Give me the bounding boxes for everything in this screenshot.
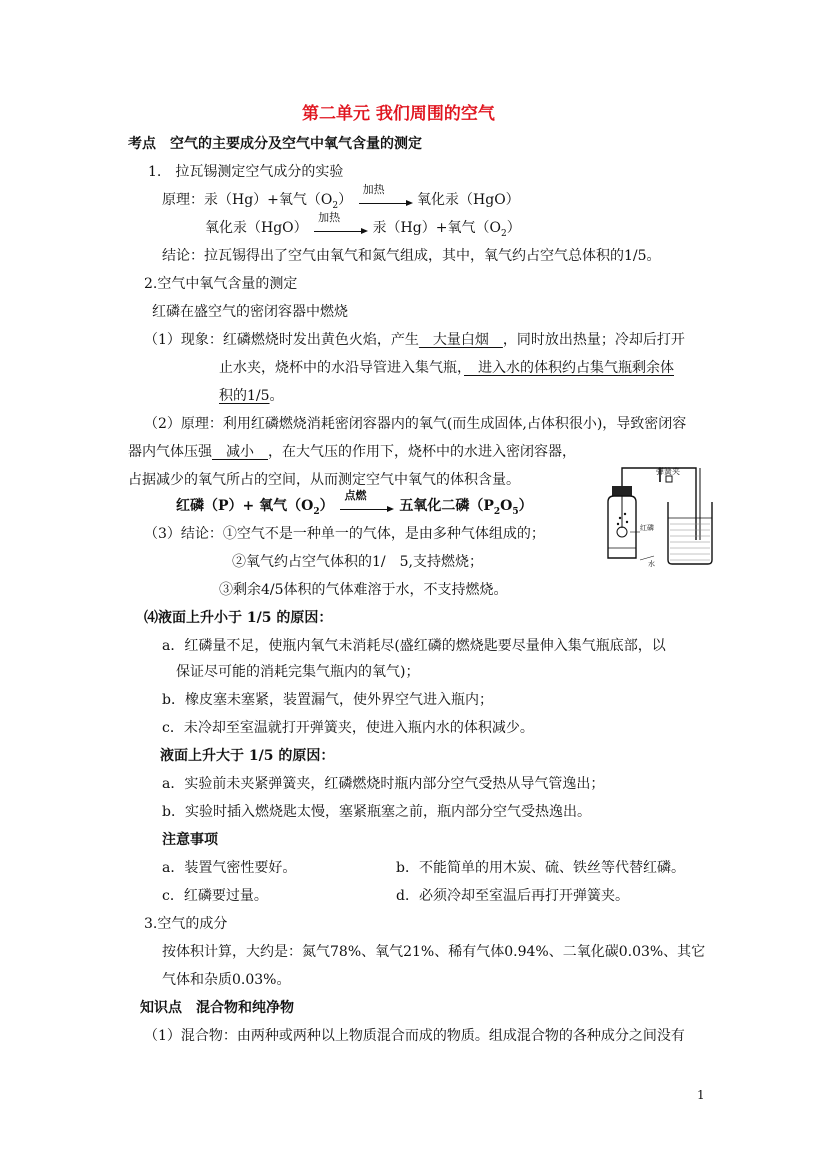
high-rise-reason-a: a．实验前未夹紧弹簧夹，红磷燃烧时瓶内部分空气受热从导气管逸出； xyxy=(162,776,605,792)
low-rise-reason-b: b．橡皮塞未塞紧，装置漏气，使外界空气进入瓶内； xyxy=(162,692,493,708)
lavoisier-equation-1: 原理：汞（Hg）+氧气$(O_2)$ 加热 氧化汞（HgO） xyxy=(162,183,520,211)
principle-line-1: （2）原理：利用红磷燃烧消耗密闭容器内的氧气(而生成固体,占体积很小)，导致密闭容 xyxy=(144,416,687,432)
composition-line-1: 按体积计算，大约是：氮气78%、氧气21%、稀有气体0.94%、二氧化碳0.03%、其它 xyxy=(162,944,706,960)
composition-heading: 3.空气的成分 xyxy=(144,916,228,932)
glass-tube-right xyxy=(660,468,696,540)
glass-tube-left xyxy=(622,468,660,488)
note-b: b．不能简单的用木炭、硫、铁丝等代替红磷。 xyxy=(396,860,685,876)
mixture-line-1: （1）混合物：由两种或两种以上物质混合而成的物质。组成混合物的各种成分之间没有 xyxy=(144,1028,685,1044)
conclusion-3: ③剩余4/5体积的气体难溶于水，不支持燃烧。 xyxy=(219,582,508,598)
principle-line-3: 占据减少的氧气所占的空间，从而测定空气中氧气的体积含量。 xyxy=(128,472,520,488)
phosphorus-reaction: 红磷（P）+ 氧气$(O_2)$ 点燃 五氧化二磷$(P_2O_5)$ xyxy=(176,489,533,517)
phenomenon-line-2: 止水夹，烧杯中的水沿导管进入集气瓶， 进入水的体积约占集气瓶剩余体 xyxy=(219,360,674,376)
conclusion-2: ②氧气约占空气体积的1/ 5,支持燃烧； xyxy=(232,554,483,570)
high-rise-reason-b: b．实验时插入燃烧匙太慢，塞紧瓶塞之前，瓶内部分空气受热逸出。 xyxy=(162,804,591,820)
lavoisier-heading: 1. 拉瓦锡测定空气成分的实验 xyxy=(148,164,344,180)
phosphorus-label: 红磷 xyxy=(640,524,654,532)
note-a: a．装置气密性要好。 xyxy=(162,860,297,876)
oxygen-test-setup: 红磷在盛空气的密闭容器中燃烧 xyxy=(152,304,348,320)
high-rise-heading: 液面上升大于 1/5 的原因： xyxy=(160,748,335,764)
page-number: 1 xyxy=(697,1088,705,1102)
low-rise-heading: ⑷液面上升小于 1/5 的原因： xyxy=(144,610,333,626)
lavoisier-equation-2: 氧化汞（HgO） 加热 汞（Hg）+氧气$(O_2)$ xyxy=(205,211,521,239)
page-title: 第二单元 我们周围的空气 xyxy=(302,104,495,124)
note-d: d．必须冷却至室温后再打开弹簧夹。 xyxy=(396,888,629,904)
principle-line-2: 器内气体压强 减小 ，在大气压的作用下，烧杯中的水进入密闭容器， xyxy=(128,444,576,460)
composition-line-2: 气体和杂质0.03%。 xyxy=(162,972,291,988)
low-rise-reason-c: c．未冷却至室温就打开弹簧夹，使进入瓶内水的体积减少。 xyxy=(162,720,534,736)
spring-clamp-icon xyxy=(666,476,672,482)
reaction-arrow: 加热 xyxy=(357,190,413,210)
conclusion-1: （3）结论：①空气不是一种单一的气体，是由多种气体组成的； xyxy=(144,526,545,542)
water-label: 水 xyxy=(648,560,655,568)
phenomenon-line-1: （1）现象：红磷燃烧时发出黄色火焰，产生 大量白烟 ，同时放出热量；冷却后打开 xyxy=(144,332,685,348)
notes-heading: 注意事项 xyxy=(162,832,218,848)
beaker xyxy=(668,502,712,564)
mixture-heading: 知识点 混合物和纯净物 xyxy=(140,1000,294,1016)
section-heading: 考点 空气的主要成分及空气中氧气含量的测定 xyxy=(128,136,422,152)
low-rise-reason-a-1: a．红磷量不足，使瓶内氧气未消耗尽(盛红磷的燃烧匙要尽量伸入集气瓶底部，以 xyxy=(162,638,666,654)
rubber-stopper xyxy=(612,486,632,496)
oxygen-test-heading: 2.空气中氧气含量的测定 xyxy=(144,276,298,292)
phosphorus-spoon xyxy=(617,527,627,537)
low-rise-reason-a-2: 保证尽可能的消耗完集气瓶内的氧气)； xyxy=(176,664,420,680)
lavoisier-conclusion: 结论：拉瓦锡得出了空气由氧气和氮气组成，其中，氧气约占空气总体积的1/5。 xyxy=(162,248,661,264)
reaction-arrow: 点燃 xyxy=(338,496,394,516)
apparatus-diagram xyxy=(600,462,716,574)
phenomenon-line-3: 积的1/5。 xyxy=(219,388,284,404)
reaction-arrow: 加热 xyxy=(312,218,368,238)
clamp-label: 弹簧夹 xyxy=(656,467,680,476)
note-c: c．红磷要过量。 xyxy=(162,888,268,904)
